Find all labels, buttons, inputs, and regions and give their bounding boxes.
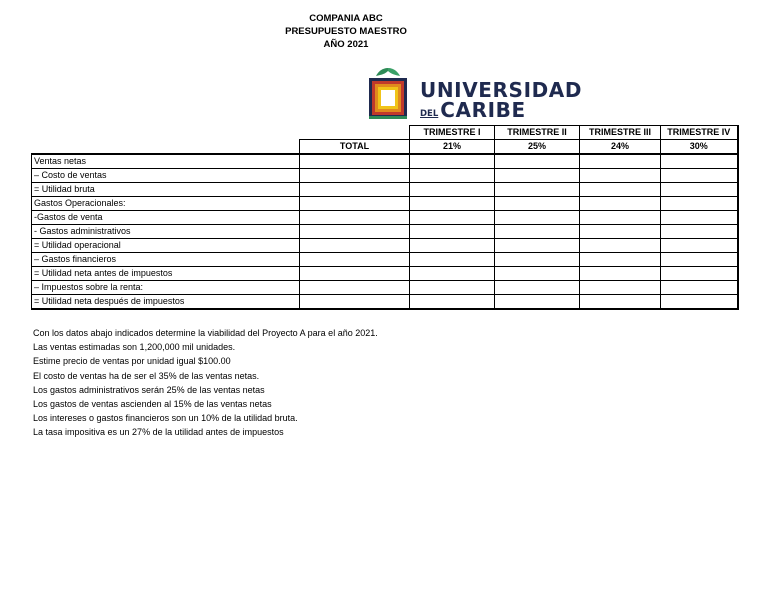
quarter-header: TRIMESTRE I <box>410 126 495 140</box>
logo-wordmark <box>420 80 582 120</box>
table-cell[interactable] <box>495 183 580 197</box>
note-line: El costo de ventas ha de ser el 35% de las ventas netas. <box>33 370 260 381</box>
table-cell[interactable] <box>580 211 661 225</box>
table-cell[interactable] <box>410 211 495 225</box>
table-cell[interactable] <box>580 253 661 267</box>
table-cell[interactable] <box>661 197 738 211</box>
table-cell[interactable] <box>580 183 661 197</box>
row-label: Ventas netas <box>32 154 300 169</box>
note-line: Los gastos de ventas ascienden al 15% de las ventas netas <box>33 399 272 410</box>
note-line: Los intereses o gastos financieros son un 10% de la utilidad bruta. <box>33 413 298 424</box>
table-row <box>32 253 738 267</box>
table-cell[interactable] <box>495 295 580 310</box>
quarter-header-row <box>32 126 738 140</box>
table-cell[interactable] <box>300 169 410 183</box>
row-label: = Utilidad neta después de impuestos <box>32 295 300 310</box>
table-cell[interactable] <box>410 169 495 183</box>
table-cell[interactable] <box>300 267 410 281</box>
table-cell[interactable] <box>495 154 580 169</box>
table-cell[interactable] <box>410 197 495 211</box>
instructions-notes <box>33 326 378 440</box>
company-name: COMPANIA ABC <box>309 13 383 24</box>
university-logo <box>366 66 582 122</box>
table-cell[interactable] <box>580 197 661 211</box>
table-row <box>32 183 738 197</box>
table-cell[interactable] <box>580 295 661 310</box>
table-cell[interactable] <box>661 253 738 267</box>
table-cell[interactable] <box>580 169 661 183</box>
table-cell[interactable] <box>300 295 410 310</box>
table-cell[interactable] <box>495 169 580 183</box>
table-row <box>32 197 738 211</box>
quarter-percent: 21% <box>410 140 495 155</box>
note-line: Con los datos abajo indicados determine la viabilidad del Proyecto A para el año 2021. <box>33 328 378 338</box>
table-row <box>32 267 738 281</box>
table-row <box>32 211 738 225</box>
table-cell[interactable] <box>300 197 410 211</box>
row-label: = Utilidad neta antes de impuestos <box>32 267 300 281</box>
table-cell[interactable] <box>410 183 495 197</box>
logo-prefix-del: DEL <box>420 109 439 119</box>
table-cell[interactable] <box>300 253 410 267</box>
note-line: Estime precio de ventas por unidad igual $100.00 <box>33 356 231 367</box>
table-cell[interactable] <box>495 267 580 281</box>
table-row <box>32 225 738 239</box>
table-row <box>32 154 738 169</box>
table-cell[interactable] <box>495 197 580 211</box>
logo-emblem-icon <box>366 66 410 122</box>
table-row <box>32 169 738 183</box>
table-cell[interactable] <box>300 211 410 225</box>
table-cell[interactable] <box>410 253 495 267</box>
document-header <box>246 12 446 51</box>
quarter-percent: 24% <box>580 140 661 155</box>
note-line: Los gastos administrativos serán 25% de las ventas netas <box>33 384 265 395</box>
table-cell[interactable] <box>661 183 738 197</box>
table-cell[interactable] <box>410 154 495 169</box>
quarter-header: TRIMESTRE III <box>580 126 661 140</box>
table-cell[interactable] <box>580 225 661 239</box>
table-cell[interactable] <box>495 225 580 239</box>
table-cell[interactable] <box>410 225 495 239</box>
table-cell[interactable] <box>300 281 410 295</box>
document-title: PRESUPUESTO MAESTRO <box>285 26 407 37</box>
note-line: La tasa impositiva es un 27% de la utilidad antes de impuestos <box>33 427 284 438</box>
budget-table <box>31 125 739 310</box>
logo-line-universidad: UNIVERSIDAD <box>420 78 583 102</box>
table-cell[interactable] <box>661 239 738 253</box>
table-cell[interactable] <box>661 211 738 225</box>
table-cell[interactable] <box>661 225 738 239</box>
row-label: = Utilidad bruta <box>32 183 300 197</box>
table-cell[interactable] <box>580 154 661 169</box>
table-cell[interactable] <box>410 281 495 295</box>
table-cell[interactable] <box>410 239 495 253</box>
quarter-percent: 30% <box>661 140 738 155</box>
table-row <box>32 281 738 295</box>
table-row <box>32 239 738 253</box>
table-cell[interactable] <box>580 281 661 295</box>
quarter-percent: 25% <box>495 140 580 155</box>
logo-line-caribe: CARIBE <box>440 98 526 122</box>
quarter-header: TRIMESTRE II <box>495 126 580 140</box>
table-cell[interactable] <box>580 239 661 253</box>
quarter-header: TRIMESTRE IV <box>661 126 738 140</box>
table-cell[interactable] <box>661 295 738 310</box>
row-label: – Impuestos sobre la renta: <box>32 281 300 295</box>
document-year: AÑO 2021 <box>323 39 369 50</box>
table-cell[interactable] <box>661 281 738 295</box>
table-cell[interactable] <box>300 239 410 253</box>
table-cell[interactable] <box>300 183 410 197</box>
table-cell[interactable] <box>580 267 661 281</box>
table-cell[interactable] <box>300 225 410 239</box>
row-label: – Gastos financieros <box>32 253 300 267</box>
table-cell[interactable] <box>661 154 738 169</box>
table-cell[interactable] <box>661 267 738 281</box>
total-header: TOTAL <box>300 140 410 155</box>
table-row <box>32 295 738 310</box>
row-label: – Costo de ventas <box>32 169 300 183</box>
row-label: = Utilidad operacional <box>32 239 300 253</box>
table-cell[interactable] <box>495 239 580 253</box>
table-cell[interactable] <box>495 253 580 267</box>
table-cell[interactable] <box>661 169 738 183</box>
table-cell[interactable] <box>410 295 495 310</box>
note-line: Las ventas estimadas son 1,200,000 mil unidades. <box>33 342 236 353</box>
table-cell[interactable] <box>495 281 580 295</box>
row-label: Gastos Operacionales: <box>32 197 300 211</box>
row-label: -Gastos de venta <box>32 211 300 225</box>
table-cell[interactable] <box>495 211 580 225</box>
row-label: - Gastos administrativos <box>32 225 300 239</box>
percent-row <box>32 140 738 155</box>
table-cell[interactable] <box>410 267 495 281</box>
table-cell[interactable] <box>300 154 410 169</box>
